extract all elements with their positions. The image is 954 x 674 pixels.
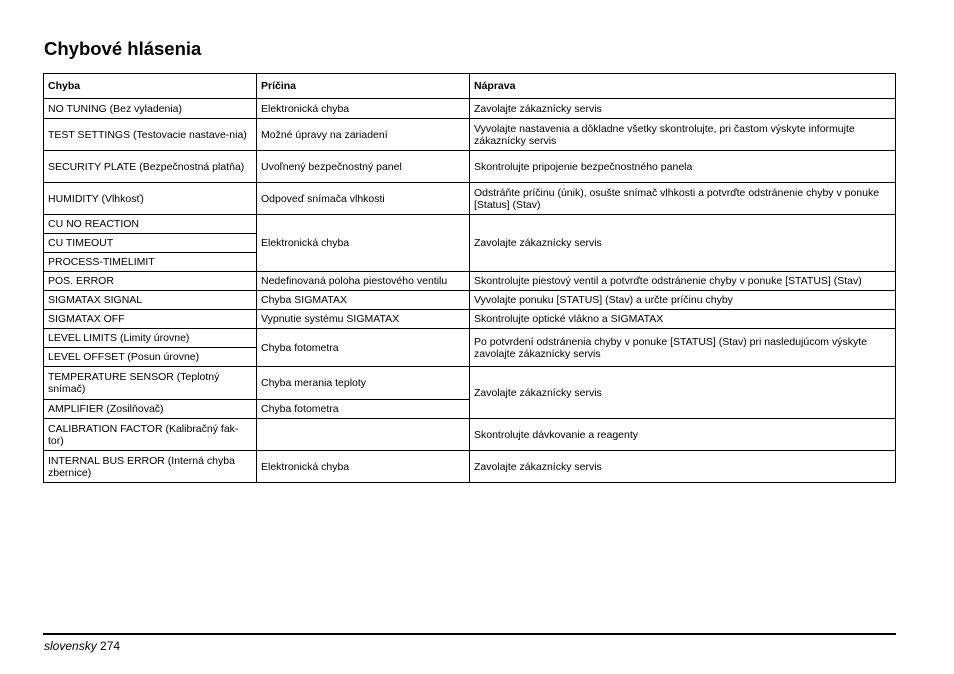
cause-cell: Chyba fotometra [257,329,470,367]
table-row [44,119,896,151]
remedy-cell: Zavolajte zákaznícky servis [470,215,896,272]
cause-cell: Elektronická chyba [257,451,470,483]
cause-cell: Chyba merania teploty [257,367,470,400]
error-cell: INTERNAL BUS ERROR (Interná chyba zbernice) [44,451,257,483]
footer-language: slovensky [44,639,97,653]
table-row [44,451,896,483]
remedy-cell: Skontrolujte optické vlákno a SIGMATAX [470,310,896,329]
page-number: 274 [100,639,121,653]
remedy-cell: Zavolajte zákaznícky servis [470,99,896,119]
error-cell: HUMIDITY (Vlhkosť) [44,183,257,215]
cause-cell: Elektronická chyba [257,215,470,272]
error-cell: TEMPERATURE SENSOR (Teplotný snímač) [44,367,257,400]
table-row [44,272,896,291]
remedy-cell: Vyvolajte ponuku [STATUS] (Stav) a určte príčinu chyby [470,291,896,310]
remedy-cell: Odstráňte príčinu (únik), osušte snímač vlhkosti a potvrďte odstránenie chyby v ponuke [Status] (Stav) [470,183,896,215]
table-row [44,329,896,348]
cause-cell: Elektronická chyba [257,99,470,119]
remedy-cell: Skontrolujte piestový ventil a potvrďte odstránenie chyby v ponuke [STATUS] (Stav) [470,272,896,291]
page-footer [44,639,120,653]
error-cell: LEVEL OFFSET (Posun úrovne) [44,348,257,367]
error-cell: CU NO REACTION [44,215,257,234]
header-error: Chyba [44,74,257,99]
header-remedy: Náprava [470,74,896,99]
remedy-cell: Vyvolajte nastavenia a dôkladne všetky skontrolujte, pri častom výskyte informujte zákaznícky servis [470,119,896,151]
remedy-cell: Po potvrdení odstránenia chyby v ponuke [STATUS] (Stav) pri nasledujúcom výskyte zavolajte zákaznícky servis [470,329,896,367]
remedy-cell: Skontrolujte pripojenie bezpečnostného panela [470,151,896,183]
cause-cell: Odpoveď snímača vlhkosti [257,183,470,215]
cause-cell: Vypnutie systému SIGMATAX [257,310,470,329]
error-cell: CU TIMEOUT [44,234,257,253]
cause-cell: Možné úpravy na zariadení [257,119,470,151]
error-cell: POS. ERROR [44,272,257,291]
error-cell: LEVEL LIMITS (Limity úrovne) [44,329,257,348]
cause-cell: Nedefinovaná poloha piestového ventilu [257,272,470,291]
error-cell: NO TUNING (Bez vyladenia) [44,99,257,119]
remedy-cell: Skontrolujte dávkovanie a reagenty [470,419,896,451]
table-row [44,151,896,183]
header-cause: Príčina [257,74,470,99]
remedy-cell: Zavolajte zákaznícky servis [470,367,896,419]
error-cell: PROCESS-TIMELIMIT [44,253,257,272]
cause-cell: Uvoľnený bezpečnostný panel [257,151,470,183]
error-cell: AMPLIFIER (Zosilňovač) [44,400,257,419]
table-row [44,367,896,400]
remedy-cell: Zavolajte zákaznícky servis [470,451,896,483]
page-title: Chybové hlásenia [44,38,202,59]
cause-cell: Chyba fotometra [257,400,470,419]
error-cell: SIGMATAX SIGNAL [44,291,257,310]
error-cell: SIGMATAX OFF [44,310,257,329]
table-row [44,215,896,234]
error-cell: CALIBRATION FACTOR (Kalibračný fak-tor) [44,419,257,451]
table-row [44,419,896,451]
table-row [44,99,896,119]
cause-cell [257,419,470,451]
table-header-row [44,74,896,99]
error-cell: TEST SETTINGS (Testovacie nastave-nia) [44,119,257,151]
footer-divider [43,633,896,635]
error-cell: SECURITY PLATE (Bezpečnostná platňa) [44,151,257,183]
error-messages-table [43,73,896,483]
table-row [44,291,896,310]
cause-cell: Chyba SIGMATAX [257,291,470,310]
table-row [44,183,896,215]
table-row [44,310,896,329]
